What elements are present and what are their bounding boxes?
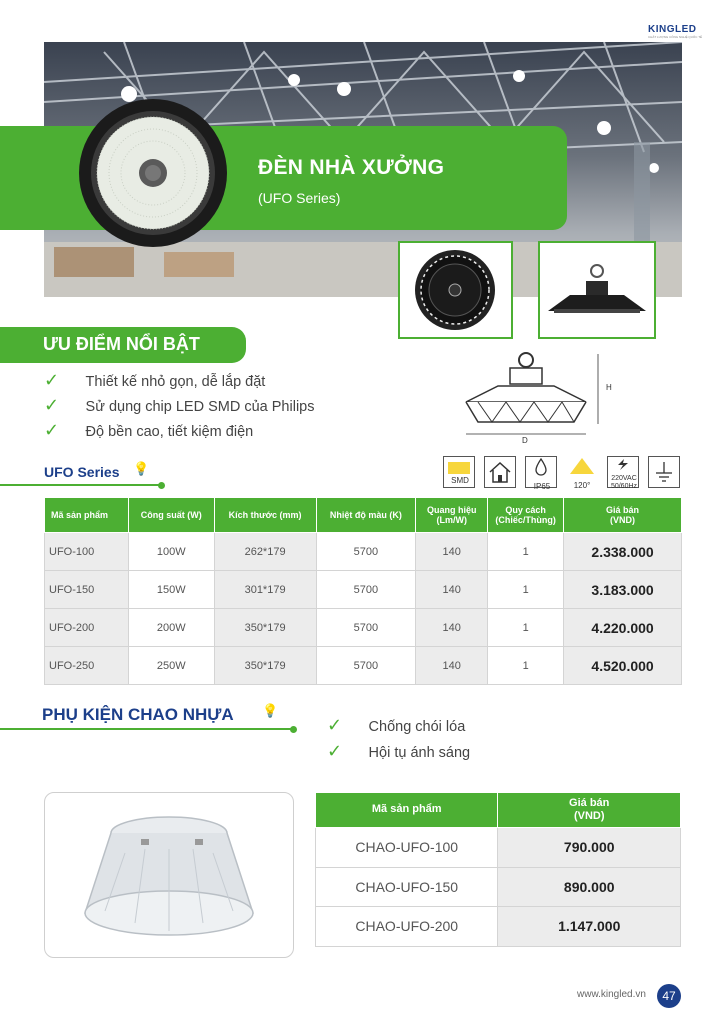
series-underline-dot <box>158 482 165 489</box>
ground-icon <box>648 456 680 488</box>
check-icon: ✓ <box>327 741 343 761</box>
feature-item: ✓ Thiết kế nhỏ gọn, dễ lắp đặt <box>44 370 266 390</box>
reflector-image-box <box>44 792 294 958</box>
header-code: Mã sản phẩm <box>45 498 129 533</box>
series-label: UFO Series <box>44 464 120 480</box>
accessory-underline <box>0 728 294 730</box>
table-row: CHAO-UFO-100 790.000 <box>316 828 681 868</box>
page-number: 47 <box>657 984 681 1008</box>
dimension-d-label: D <box>522 436 528 445</box>
features-heading: ƯU ĐIỂM NỔI BẬT <box>43 334 200 354</box>
table-row: CHAO-UFO-150 890.000 <box>316 867 681 907</box>
feature-item: ✓ Chống chói lóa <box>327 715 466 735</box>
header-temp: Nhiệt độ màu (K) <box>316 498 416 533</box>
indoor-house-icon <box>484 456 516 488</box>
table-row: CHAO-UFO-200 1.147.000 <box>316 907 681 947</box>
feature-item: ✓ Hội tụ ánh sáng <box>327 741 471 761</box>
header-size: Kích thước (mm) <box>214 498 316 533</box>
voltage-icon: 220VAC 50/60Hz <box>607 456 639 488</box>
ufo-lamp-side-thumbnail <box>538 241 656 339</box>
header-efficiency: Quang hiệu (Lm/W) <box>416 498 488 533</box>
header-price: Giá bán (VND) <box>498 793 681 828</box>
hero-subtitle: (UFO Series) <box>258 190 341 206</box>
accessory-feature-list <box>327 715 470 767</box>
ip65-water-icon: IP65 <box>525 456 557 488</box>
ufo-dimension-drawing <box>458 350 618 445</box>
check-icon: ✓ <box>327 715 343 735</box>
table-header-row <box>316 793 681 828</box>
table-row: UFO-100 100W 262*179 5700 140 1 2.338.000 <box>45 533 682 571</box>
feature-item: ✓ Độ bền cao, tiết kiệm điện <box>44 420 254 440</box>
feature-item: ✓ Sử dụng chip LED SMD của Philips <box>44 395 315 415</box>
check-icon: ✓ <box>44 370 60 390</box>
beam-angle-icon: 120° <box>566 456 598 488</box>
header-price: Giá bán (VND) <box>564 498 682 533</box>
lightbulb-icon: 💡 <box>262 703 279 718</box>
accessory-underline-dot <box>290 726 297 733</box>
accessory-table <box>315 792 681 947</box>
check-icon: ✓ <box>44 420 60 440</box>
brand-logo <box>648 24 708 42</box>
smd-chip-icon: SMD <box>443 456 475 488</box>
lightbulb-icon: 💡 <box>133 461 150 476</box>
header-code: Mã sản phẩm <box>316 793 498 828</box>
header-power: Công suất (W) <box>128 498 214 533</box>
header-packing: Quy cách (Chiếc/Thùng) <box>488 498 564 533</box>
brand-tagline: CHẤT LƯỢNG CÔNG NGHỆ QUỐC TẾ <box>648 35 703 39</box>
hero-title: ĐÈN NHÀ XƯỞNG <box>258 156 445 179</box>
plastic-reflector-image <box>45 793 293 957</box>
feature-list <box>44 370 314 445</box>
accessory-heading: PHỤ KIỆN CHAO NHỰA <box>42 705 234 724</box>
ufo-lamp-top-thumbnail <box>398 241 513 339</box>
ufo-lamp-front-image <box>78 98 228 248</box>
footer-url[interactable]: www.kingled.vn <box>577 989 646 1000</box>
table-row: UFO-200 200W 350*179 5700 140 1 4.220.000 <box>45 609 682 647</box>
ufo-product-table <box>44 497 682 685</box>
table-row: UFO-150 150W 301*179 5700 140 1 3.183.000 <box>45 571 682 609</box>
brand-name: KINGLED <box>648 24 697 35</box>
check-icon: ✓ <box>44 395 60 415</box>
series-underline <box>0 484 162 486</box>
table-row: UFO-250 250W 350*179 5700 140 1 4.520.000 <box>45 647 682 685</box>
table-header-row <box>45 498 682 533</box>
dimension-h-label: H <box>606 383 612 392</box>
